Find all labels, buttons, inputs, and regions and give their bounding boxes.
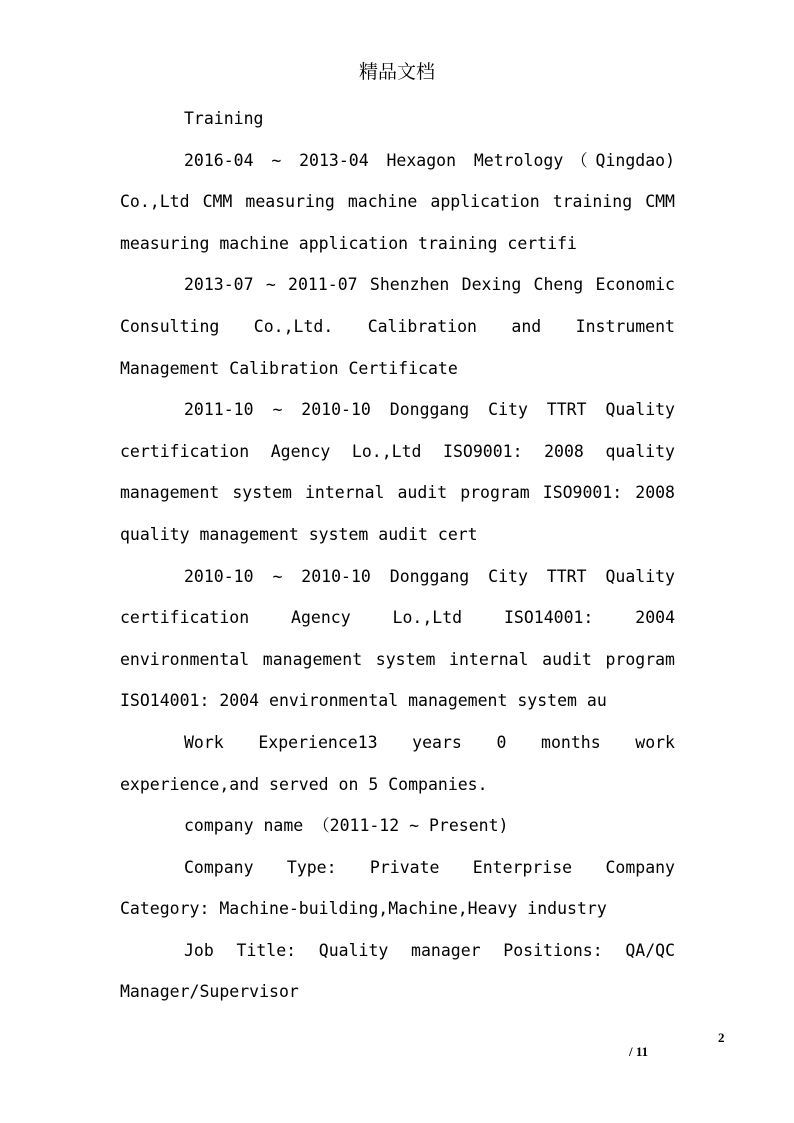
training-entry: 2011-10 ~ 2010-10 Donggang City TTRT Quality certification Agency Lo.,Ltd ISO9001: 2008 quality management system internal audit program ISO9001: 2008 quality management system audit cert xyxy=(120,400,675,544)
company-name-line: company name （2011-12 ~ Present) xyxy=(184,816,509,836)
training-entry: 2010-10 ~ 2010-10 Donggang City TTRT Quality certification Agency Lo.,Ltd ISO14001: 2004 environmental management system internal audit program ISO14001: 2004 environmental management system au xyxy=(120,566,675,711)
page-total: / 11 xyxy=(629,1044,649,1059)
page-number: 2 xyxy=(718,1030,725,1045)
company-type-line: Company Type: Private Enterprise Company Category: Machine-building,Machine,Heavy industry xyxy=(120,857,675,919)
training-entry: 2013-07 ~ 2011-07 Shenzhen Dexing Cheng Economic Consulting Co.,Ltd. Calibration and Instrument Management Calibration Certificate xyxy=(120,275,675,378)
section-heading-training: Training xyxy=(184,109,264,128)
page-header-title: 精品文档 xyxy=(358,61,435,83)
job-title-line: Job Title: Quality manager Positions: QA/QC Manager/Supervisor xyxy=(120,940,675,1002)
training-entry: 2016-04 ~ 2013-04 Hexagon Metrology（Qingdao) Co.,Ltd CMM measuring machine application training CMM measuring machine application training certifi xyxy=(120,150,675,253)
work-experience-summary: Work Experience13 years 0 months work experience,and served on 5 Companies. xyxy=(120,732,675,794)
document-body xyxy=(120,98,675,1013)
